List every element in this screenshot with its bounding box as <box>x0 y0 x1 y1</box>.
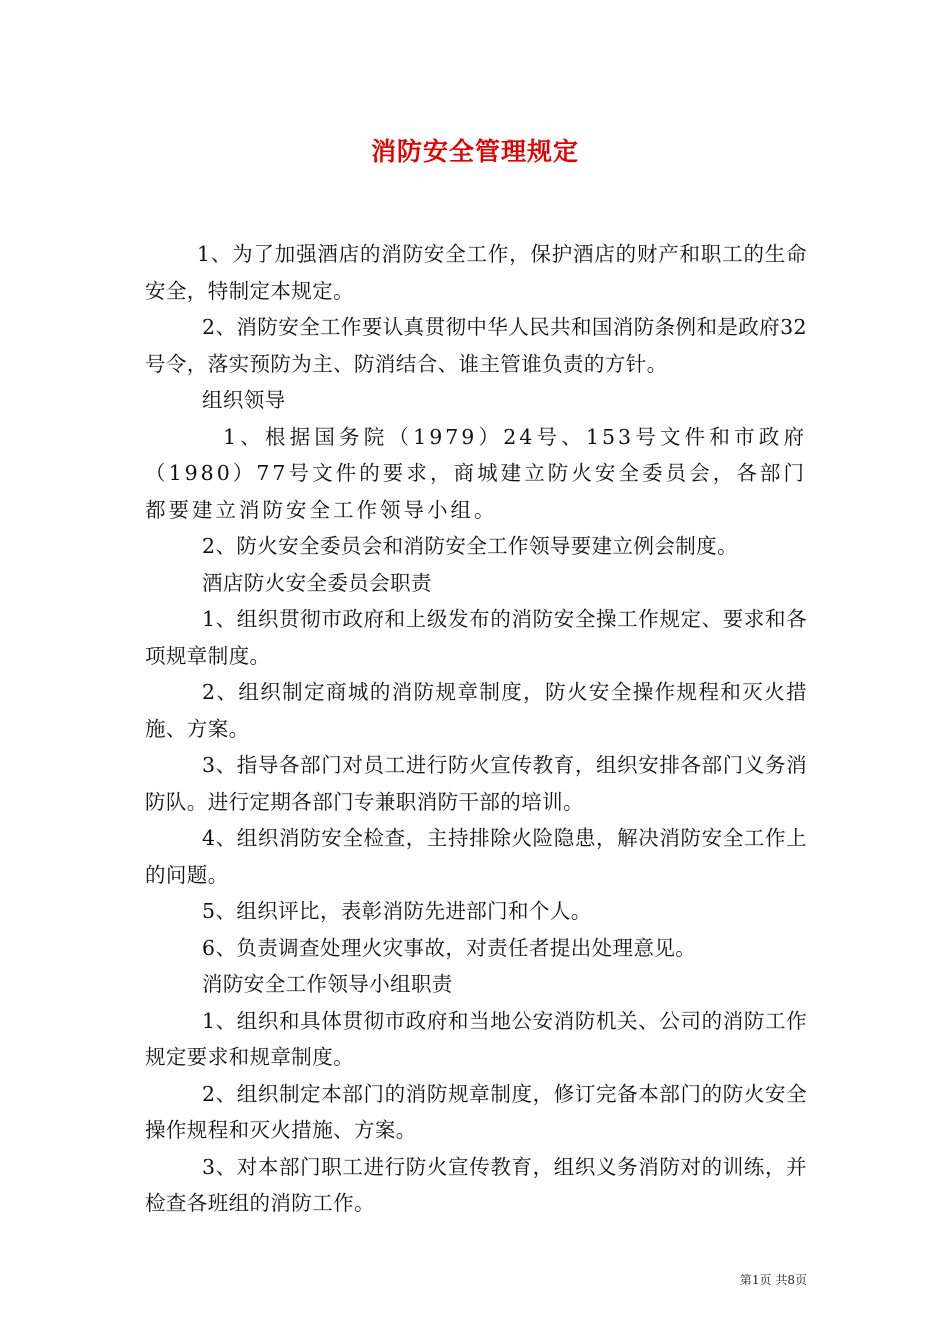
paragraph: 2、组织制定商城的消防规章制度，防火安全操作规程和灭火措施、方案。 <box>145 680 807 741</box>
paragraph: 1、根据国务院（1979）24号、153号文件和市政府（1980）77号文件的要求，商城建立防火安全委员会，各部门都要建立消防安全工作领导小组。 <box>145 424 807 522</box>
paragraph: 1、组织贯彻市政府和上级发布的消防安全操工作规定、要求和各项规章制度。 <box>145 607 807 668</box>
paragraph: 3、对本部门职工进行防火宣传教育，组织义务消防对的训练，并检查各班组的消防工作。 <box>145 1154 807 1215</box>
paragraph: 1、为了加强酒店的消防安全工作，保护酒店的财产和职工的生命安全，特制定本规定。 <box>145 242 807 303</box>
paragraph: 5、组织评比，表彰消防先进部门和个人。 <box>202 899 592 923</box>
paragraph: 2、消防安全工作要认真贯彻中华人民共和国消防条例和是政府32号令，落实预防为主、防消结合、谁主管谁负责的方针。 <box>145 315 807 376</box>
page-number: 第1页 共8页 <box>739 1273 807 1287</box>
section-heading: 组织领导 <box>202 388 286 412</box>
section-heading: 酒店防火安全委员会职责 <box>202 570 432 595</box>
paragraph: 4、组织消防安全检查，主持排除火险隐患，解决消防安全工作上的问题。 <box>145 826 807 887</box>
paragraph: 3、指导各部门对员工进行防火宣传教育，组织安排各部门义务消防队。进行定期各部门专兼职消防干部的培训。 <box>145 753 807 814</box>
section-heading: 消防安全工作领导小组职责 <box>202 972 453 996</box>
page-title: 消防安全管理规定 <box>370 137 579 166</box>
paragraph: 1、组织和具体贯彻市政府和当地公安消防机关、公司的消防工作规定要求和规章制度。 <box>145 1008 807 1069</box>
paragraph: 2、组织制定本部门的消防规章制度，修订完备本部门的防火安全操作规程和灭火措施、方案。 <box>145 1081 807 1142</box>
paragraph: 2、防火安全委员会和消防安全工作领导要建立例会制度。 <box>202 534 738 558</box>
paragraph: 6、负责调查处理火灾事故，对责任者提出处理意见。 <box>202 935 697 960</box>
document-body <box>145 236 807 1222</box>
